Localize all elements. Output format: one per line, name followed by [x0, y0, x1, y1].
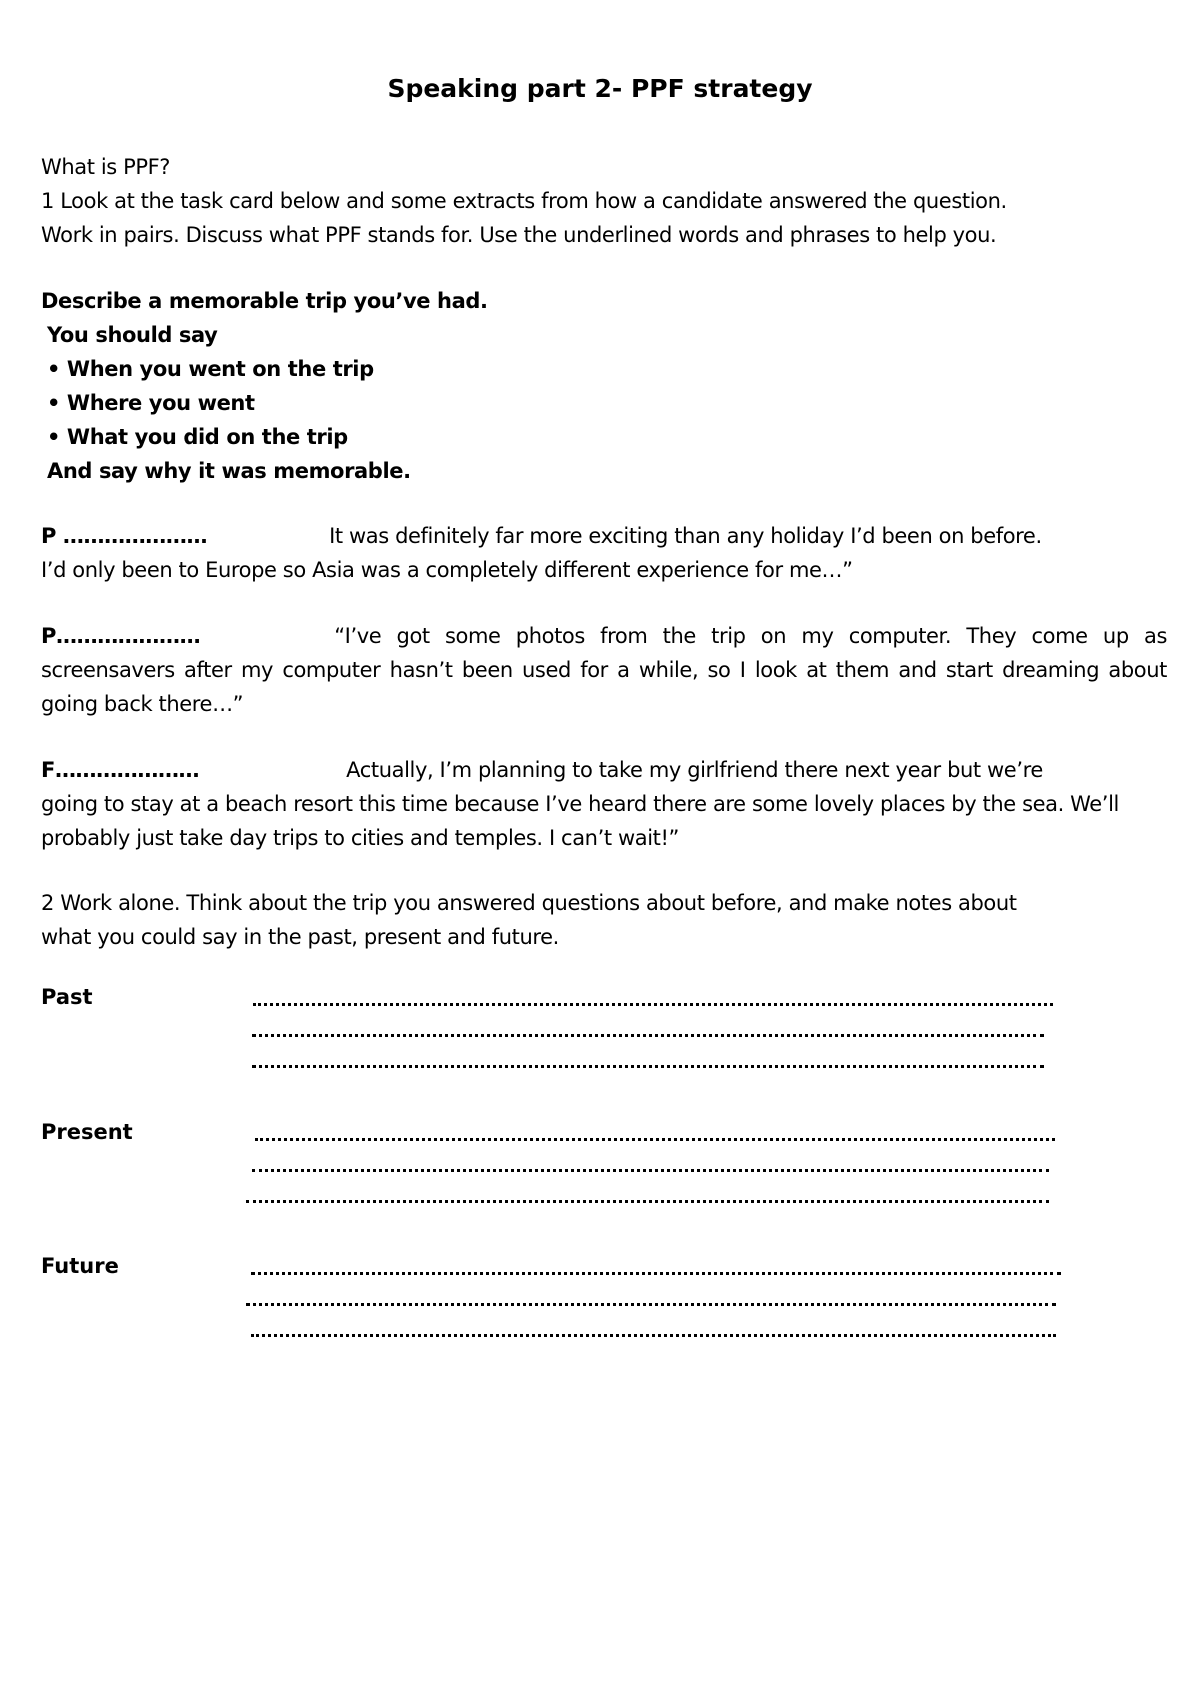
write-in-line[interactable] [251, 1322, 1056, 1337]
extract-past [41, 519, 1167, 587]
task-card [41, 284, 1167, 488]
extract-marker: F………………… [41, 758, 200, 782]
notes-future [41, 1254, 1141, 1354]
extract-text: It was definitely far more exciting than any holiday I’d been on before. [329, 524, 1042, 548]
extract-text-continued: screensavers after my computer hasn’t been used for a while, so I look at them and start dreaming about going back there…” [41, 658, 1167, 716]
extract-future [41, 753, 1167, 855]
notes-present [41, 1120, 1141, 1220]
notes-past [41, 985, 1141, 1085]
task-card-should-say: You should say [47, 323, 218, 347]
task-card-bullet: • Where you went [47, 391, 255, 415]
write-in-line[interactable] [253, 991, 1053, 1006]
task-2-instructions [41, 886, 1167, 954]
intro-question: What is PPF? [41, 155, 171, 179]
write-in-line[interactable] [246, 1188, 1049, 1203]
intro-section [41, 150, 1167, 252]
task-card-heading: Describe a memorable trip you’ve had. [41, 289, 488, 313]
task-2-line: what you could say in the past, present and future. [41, 925, 559, 949]
extract-text-continued: I’d only been to Europe so Asia was a completely different experience for me…” [41, 558, 853, 582]
intro-instruction-1: 1 Look at the task card below and some extracts from how a candidate answered the question. [41, 189, 1007, 213]
task-2-line: 2 Work alone. Think about the trip you answered questions about before, and make notes about [41, 891, 1017, 915]
task-card-bullet: • When you went on the trip [47, 357, 374, 381]
notes-label-future: Future [41, 1254, 119, 1278]
write-in-line[interactable] [246, 1291, 1056, 1306]
extract-marker: P………………… [41, 624, 201, 648]
extract-text: Actually, I’m planning to take my girlfriend there next year but we’re [346, 758, 1043, 782]
extract-present [41, 619, 1167, 721]
write-in-line[interactable] [251, 1260, 1061, 1275]
notes-label-past: Past [41, 985, 93, 1009]
extract-marker: P ………………… [41, 524, 208, 548]
task-card-closing: And say why it was memorable. [47, 459, 411, 483]
extract-text-continued: going to stay at a beach resort this time because I’ve heard there are some lovely places by the sea. We’ll probably just take day trips to cities and temples. I can’t wait!” [41, 792, 1119, 850]
intro-instruction-2: Work in pairs. Discuss what PPF stands for. Use the underlined words and phrases to help you. [41, 223, 997, 247]
page-title: Speaking part 2- PPF strategy [387, 74, 813, 103]
write-in-line[interactable] [252, 1053, 1044, 1068]
write-in-line[interactable] [252, 1022, 1044, 1037]
write-in-line[interactable] [255, 1126, 1055, 1141]
task-card-bullet: • What you did on the trip [47, 425, 348, 449]
notes-label-present: Present [41, 1120, 133, 1144]
extract-text: “I’ve got some photos from the trip on my computer. They come up as [334, 624, 1167, 648]
write-in-line[interactable] [252, 1157, 1049, 1172]
